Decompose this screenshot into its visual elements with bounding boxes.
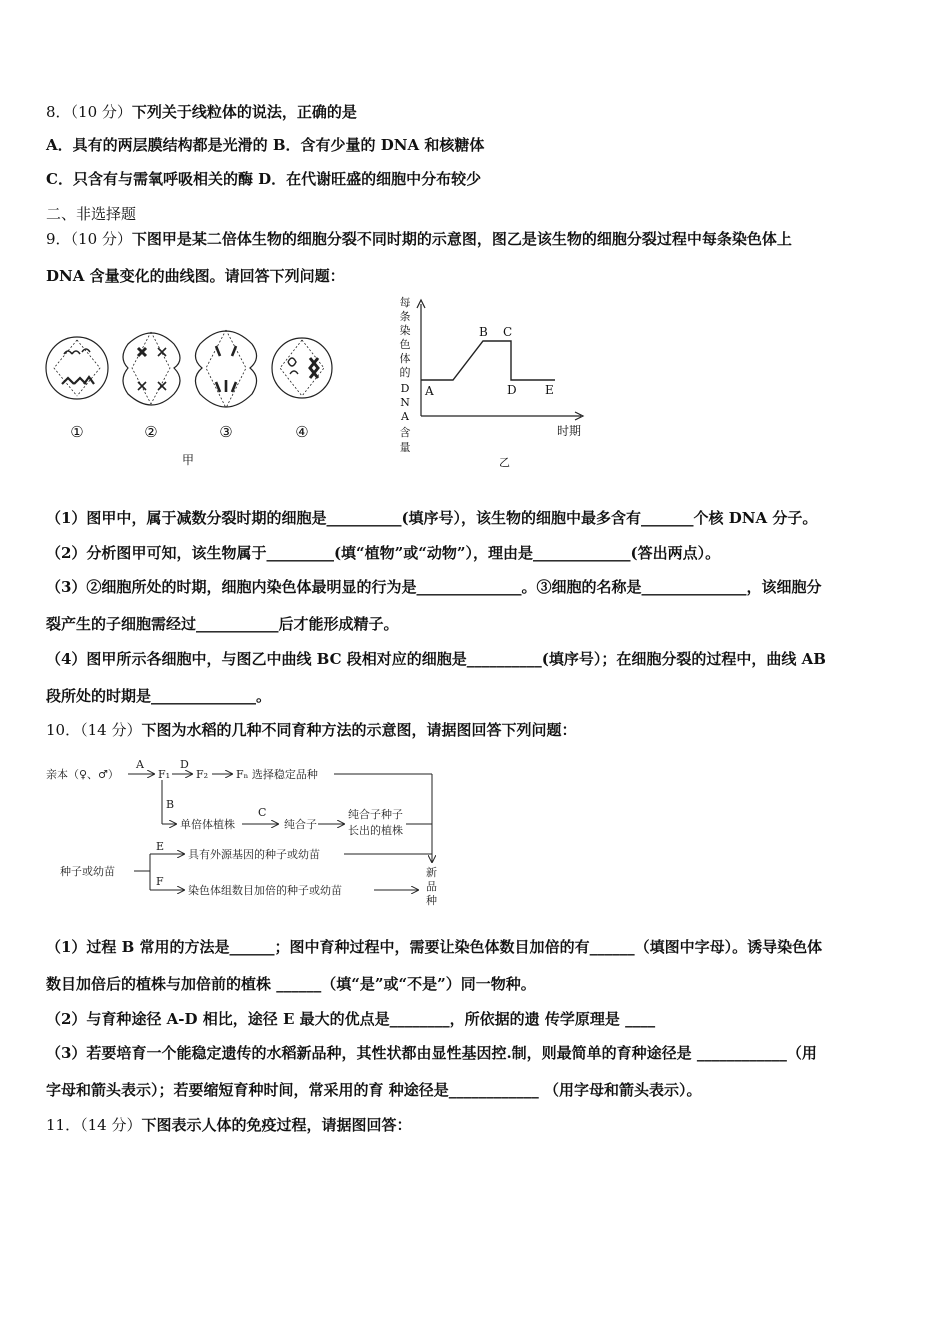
ylabel-char: 色: [399, 338, 411, 351]
q8-stem: [46, 102, 357, 122]
cell-2: [123, 332, 180, 405]
e-result-label: 具有外源基因的种子或幼苗: [188, 848, 320, 861]
q10-text: 下图为水稻的几种不同育种方法的示意图，请据图回答下列问题：: [141, 721, 577, 739]
q9-stem-line2: DNA 含量变化的曲线图。请回答下列问题：: [46, 267, 345, 285]
q10-part2: （2）与育种途径 A-D 相比，途径 E 最大的优点是________，所依据的遗 传学原理是 ____: [46, 1010, 656, 1028]
cell-label-3: ③: [219, 423, 233, 441]
ylabel-char: 的: [399, 366, 411, 379]
pure-label: 纯合子: [284, 818, 317, 831]
figure-yi: [395, 296, 595, 468]
figure-jia-caption: 甲: [181, 453, 195, 467]
parents-label: 亲本（♀、♂）: [46, 768, 119, 781]
f2-label: F₂: [196, 768, 209, 781]
ylabel-char: 条: [399, 310, 411, 323]
ylabel-char: 体: [399, 352, 411, 365]
q11-stem: [46, 1115, 411, 1135]
q10-part1-line1: （1）过程 B 常用的方法是______；图中育种过程中，需要让染色体数目加倍的有______（填图中字母）。诱导染色体: [46, 938, 823, 956]
haploid-label: 单倍体植株: [180, 818, 235, 831]
q9-part2: （2）分析图甲可知，该生物属于_________(填“植物”或“动物”），理由是_____________(答出两点）。: [46, 544, 721, 562]
q11-number: 11．（14 分）: [46, 1116, 142, 1134]
ylabel-char: 量: [399, 441, 411, 454]
point-d: D: [507, 383, 517, 397]
q8-text: 下列关于线粒体的说法，正确的是: [131, 103, 357, 121]
ylabel-char: 染: [399, 324, 411, 337]
point-e: E: [545, 383, 554, 397]
ylabel-char: 含: [399, 426, 411, 439]
q8-options-cd: C．只含有与需氧呼吸相关的酶 D．在代谢旺盛的细胞中分布较少: [46, 170, 482, 188]
cell-1: [46, 337, 108, 399]
step-d: D: [180, 758, 189, 771]
step-e: E: [156, 840, 165, 853]
q9-part3-line1: （3）②细胞所处的时期，细胞内染色体最明显的行为是______________。③细胞的名称是______________，该细胞分: [46, 578, 822, 596]
q11-text: 下图表示人体的免疫过程，请据图回答：: [141, 1116, 412, 1134]
pure-plant-label-1: 纯合子种子: [348, 808, 403, 821]
q8-number: 8．（10 分）: [46, 103, 132, 121]
q10-number: 10．（14 分）: [46, 721, 142, 739]
q9-part1: （1）图甲中，属于减数分裂时期的细胞是__________(填序号），该生物的细胞中最多含有_______个核 DNA 分子。: [46, 509, 818, 527]
q9-part4-line2: 段所处的时期是______________。: [46, 687, 272, 705]
new-variety-char: 品: [426, 880, 437, 893]
ylabel-char: A: [401, 410, 409, 423]
breeding-diagram: [44, 754, 444, 914]
q8-options-ab: A．具有的两层膜结构都是光滑的 B．含有少量的 DNA 和核糖体: [46, 136, 485, 154]
figure-yi-curve: [421, 341, 555, 380]
q10-part3-line1: （3）若要培育一个能稳定遗传的水稻新品种，其性状都由显性基因控.制，则最简单的育种途径是 ____________（用: [46, 1044, 817, 1062]
ylabel-char: D: [400, 382, 410, 395]
f1-label: F₁: [158, 768, 171, 781]
q10-part1-line2: 数目加倍后的植株与加倍前的植株 ______（填“是”或“不是”）同一物种。: [46, 975, 536, 993]
q9-stem-line1: [46, 229, 792, 249]
point-a: A: [425, 384, 434, 398]
section-title: 二、非选择题: [46, 205, 137, 223]
fn-label: Fₙ 选择稳定品种: [236, 768, 318, 781]
figure-yi-xlabel: 时期: [557, 424, 582, 438]
step-a: A: [136, 758, 144, 771]
q9-part4-line1: （4）图甲所示各细胞中，与图乙中曲线 BC 段相对应的细胞是__________(填序号）；在细胞分裂的过程中，曲线 AB: [46, 650, 826, 668]
cell-label-2: ②: [144, 423, 158, 441]
seeds-label: 种子或幼苗: [60, 865, 115, 878]
step-b: B: [166, 798, 175, 811]
figure-yi-axes: [417, 300, 583, 420]
q9-part3-line2: 裂产生的子细胞需经过___________后才能形成精子。: [46, 615, 399, 633]
cell-label-4: ④: [295, 423, 309, 441]
q10-stem: [46, 720, 576, 740]
cell-3: [195, 330, 256, 408]
step-c: C: [258, 806, 267, 819]
q9-number: 9．（10 分）: [46, 230, 132, 248]
cell-4: [272, 338, 332, 398]
new-variety-char: 新: [426, 866, 437, 879]
f-result-label: 染色体组数目加倍的种子或幼苗: [188, 884, 342, 897]
figure-yi-caption: 乙: [499, 456, 510, 468]
ylabel-char: 每: [399, 296, 411, 309]
ylabel-char: N: [400, 396, 410, 409]
figure-jia: [40, 318, 340, 472]
new-variety-char: 种: [426, 894, 437, 907]
q9-text-1: 下图甲是某二倍体生物的细胞分裂不同时期的示意图，图乙是该生物的细胞分裂过程中每条染色体上: [131, 230, 792, 248]
point-c: C: [503, 325, 513, 339]
cell-label-1: ①: [70, 423, 84, 441]
q10-part3-line2: 字母和箭头表示）；若要缩短育种时间，常采用的育 种途径是____________ （用字母和箭头表示）。: [46, 1081, 702, 1099]
step-f: F: [156, 875, 164, 888]
pure-plant-label-2: 长出的植株: [348, 824, 403, 837]
point-b: B: [479, 325, 488, 339]
figure-yi-ylabel: [400, 296, 411, 454]
